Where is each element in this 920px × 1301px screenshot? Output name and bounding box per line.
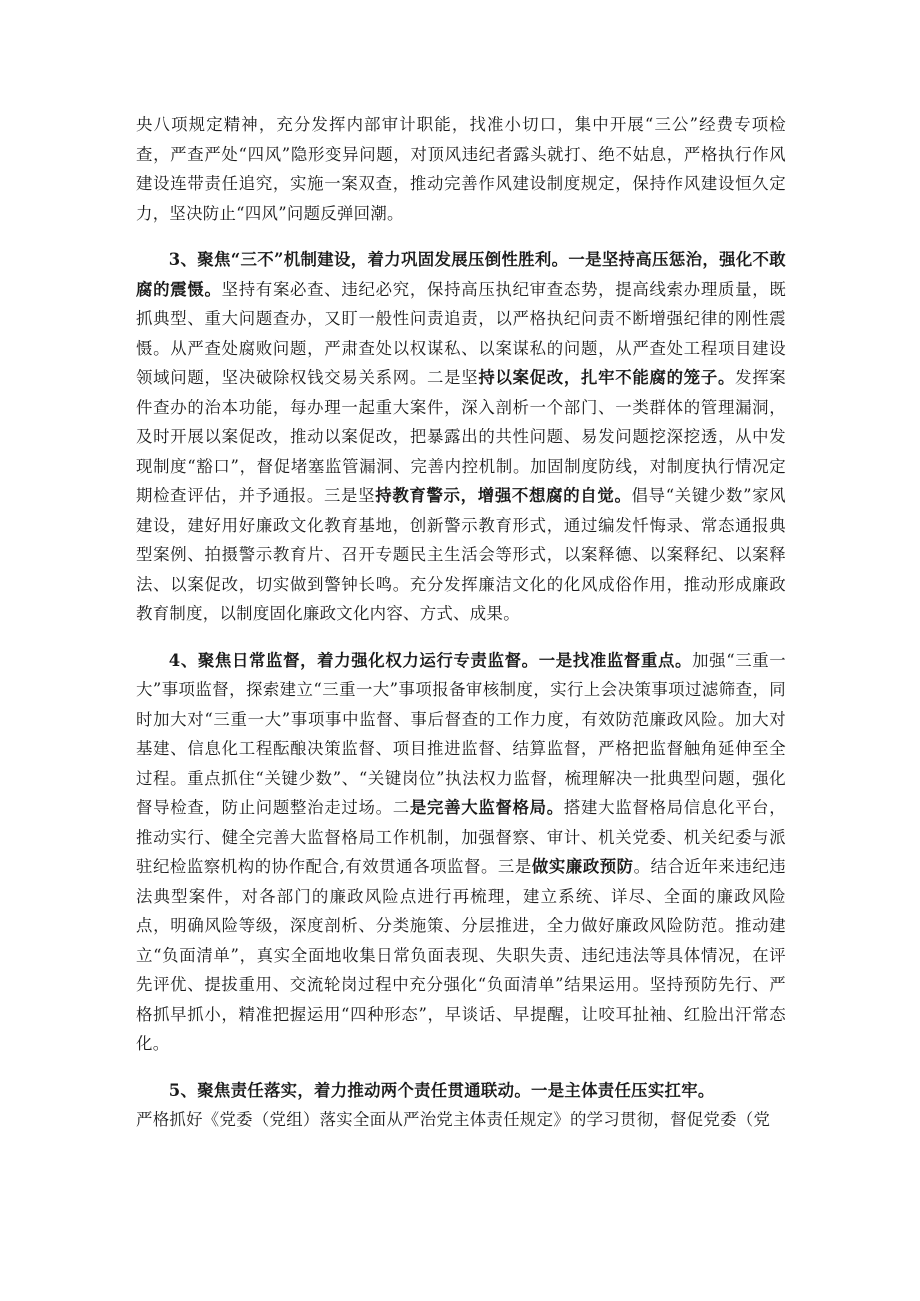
text: 加强“三重一大”事项监督，探索建立“三重一大”事项报备审核制度，实行上会决策事项过滤筛查，同时加大对“三重一大”事项事中监督、事后督查的工作力度，有效防范廉政风险。加大对基建、信息化工程酝酿决策监督、项目推进监督、结算监督，严格把监督触角延伸至全过程。重点抓住“关键少数”、“关键岗位”执法权力监督，梳理解决一批典型问题，强化督导检查，防止问题整治走过场。二	[136, 650, 786, 817]
paragraph-section-3	[136, 245, 786, 629]
section-heading: 3、聚焦“三不”机制建设，着力巩固发展压倒性胜利。一是坚持高压惩治，强化不敢腐的震慑。	[136, 250, 786, 299]
text: 坚持有案必查、违纪必究，保持高压执纪审查态势，提高线索办理质量，既抓典型、重大问题查办，又盯一般性问责追责，以严格执纪问责不断增强纪律的刚性震慑。从严查处腐败问题，严肃查处以权谋私、以案谋私的问题，从严查处工程项目建设领域问题，坚决破除权钱交易关系网。二是坚	[136, 279, 787, 387]
text: 倡导“关键少数”家风建设，建好用好廉政文化教育基地，创新警示教育形式，通过编发忏悔录、常态通报典型案例、拍摄警示教育片、召开专题民主生活会等形式，以案释德、以案释纪、以案释法、以案促改，切实做到警钟长鸣。充分发挥廉洁文化的化风成俗作用，推动形成廉政教育制度，以制度固化廉政文化内容、方式、成果。	[136, 486, 787, 623]
bold-phrase: 持教育警示，增强不想腐的自觉。	[375, 486, 632, 505]
paragraph-section-5	[136, 1076, 786, 1106]
bold-phrase: 是完善大监督格局。	[409, 798, 564, 817]
paragraph-intro	[136, 110, 786, 228]
document-page	[136, 110, 786, 1135]
bold-phrase: 持以案促改，扎牢不能腐的笼子。	[478, 368, 736, 387]
section-heading: 5、聚焦责任落实，着力推动两个责任贯通联动。一是主体责任压实扛牢。	[168, 1080, 715, 1100]
text: 搭建大监督格局信息化平台，推动实行、健全完善大监督格局工作机制，加强督察、审计、机关党委、机关纪委与派驻纪检监察机构的协作配合,有效贯通各项监督。三是	[136, 798, 786, 876]
section-heading: 4、聚焦日常监督，着力强化权力运行专责监督。一是找准监督重点。	[168, 650, 693, 670]
paragraph-section-5-body	[136, 1105, 786, 1135]
text: 发挥案件查办的治本功能，每办理一起重大案件，深入剖析一个部门、一类群体的管理漏洞，及时开展以案促改，推动以案促改，把暴露出的共性问题、易发问题挖深挖透，从中发现制度“豁口”，督促堵塞监管漏洞、完善内控机制。加固制度防线，对制度执行情况定期检查评估，并予通报。三是坚	[136, 368, 787, 505]
text: 严格抓好《党委（党组）落实全面从严治党主体责任规定》的学习贯彻，督促党委（党	[136, 1110, 771, 1129]
text: 。结合近年来违纪违法典型案件，对各部门的廉政风险点进行再梳理，建立系统、详尽、全面的廉政风险点，明确风险等级，深度剖析、分类施策、分层推进，全力做好廉政风险防范。推动建立“负面清单”，真实全面地收集日常负面表现、失职失责、违纪违法等具体情况，在评先评优、提拔重用、交流轮岗过程中充分强化“负面清单”结果运用。坚持预防先行、严格抓早抓小，精准把握运用“四种形态”，早谈话、早提醒，让咬耳扯袖、红脸出汗常态化。	[136, 857, 786, 1053]
bold-phrase: 做实廉政预防	[531, 857, 634, 876]
text: 央八项规定精神，充分发挥内部审计职能，找准小切口，集中开展“三公”经费专项检查，严查严处“四风”隐形变异问题，对顶风违纪者露头就打、绝不姑息，严格执行作风建设连带责任追究，实施一案双查，推动完善作风建设制度规定，保持作风建设恒久定力，坚决防止“四风”问题反弹回潮。	[136, 115, 786, 223]
paragraph-section-4	[136, 646, 786, 1059]
